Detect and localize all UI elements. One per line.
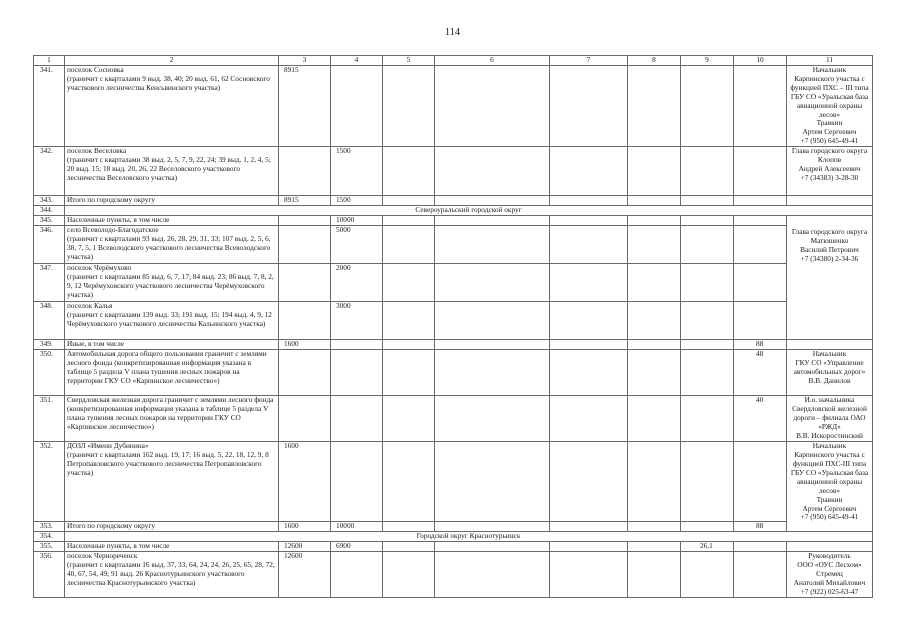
responsible-contact: Глава городского округа Клопов Андрей Алексеевич +7 (34383) 3-28-30 <box>787 147 873 196</box>
row-number: 349. <box>34 340 65 350</box>
col-header: 9 <box>681 56 734 66</box>
col-header: 1 <box>34 56 65 66</box>
table-row <box>34 340 873 350</box>
col-header: 6 <box>435 56 550 66</box>
value-col9: 26,1 <box>681 542 734 552</box>
section-row <box>34 206 873 216</box>
row-number: 350. <box>34 350 65 396</box>
value-col10: 48 <box>734 350 787 396</box>
col-header: 4 <box>331 56 383 66</box>
row-number: 355. <box>34 542 65 552</box>
responsible-contact: Начальник ГКУ СО «Управление автомобильных дорог» В.В. Данилов <box>787 350 873 396</box>
value-col4: 2000 <box>331 264 383 302</box>
row-description: Населенные пункты, в том числе <box>65 542 279 552</box>
fire-plan-table <box>33 55 873 598</box>
value-col3: 12600 <box>279 552 331 598</box>
value-col3: 8915 <box>279 66 331 147</box>
row-description: поселок Веселовка (граничит с кварталами 38 выд. 2, 5, 7, 9, 22, 24; 39 выд. 1, 2, 4, 5; 20 выд. 15; 18 выд. 20, 26, 22 Веселовского участкового лесничества Веселовского участка) <box>65 147 279 196</box>
row-description: село Всеволодо-Благодатское (граничит с кварталами 93 выд. 26, 28, 29, 31, 33; 107 выд. 2, 5, 6, 38, 7, 5, 1 Всеволодского участкового лесничества Всеволодского участка) <box>65 226 279 264</box>
row-description: поселок Сосновка (граничит с кварталами 9 выд. 38, 40; 20 выд. 61, 62 Сосновского участкового лесничества Кенсьвинского участка) <box>65 66 279 147</box>
section-title: Североуральский городской округ <box>65 206 873 216</box>
table-row <box>34 147 873 196</box>
row-description: ДОЗЛ «Имени Дубинина» (граничит с кварталами 162 выд. 19, 17; 16 выд. 5, 22, 18, 12, 9, 8 Петропавловского участкового лесничества Петропавловского участка) <box>65 442 279 522</box>
table-row <box>34 226 873 264</box>
col-header: 2 <box>65 56 279 66</box>
row-number: 342. <box>34 147 65 196</box>
page-number: 114 <box>444 27 461 38</box>
value-col10: 40 <box>734 396 787 442</box>
value-col4: 10000 <box>331 522 383 532</box>
row-number: 352. <box>34 442 65 522</box>
value-col4: 1500 <box>331 147 383 196</box>
col-header: 11 <box>787 56 873 66</box>
table-row <box>34 350 873 396</box>
col-header: 7 <box>550 56 628 66</box>
row-number: 351. <box>34 396 65 442</box>
value-col3: 1600 <box>279 442 331 522</box>
row-description: Иные, в том числе <box>65 340 279 350</box>
table-row <box>34 196 873 206</box>
row-number: 341. <box>34 66 65 147</box>
responsible-contact: Начальник Карпинского участка с функцией ПХС – III типа ГБУ СО «Уральская база авиационной охраны лесов» Травкин Артем Сергеевич +7 (950) 645-49-41 <box>787 66 873 147</box>
table-row <box>34 264 873 302</box>
value-col3: 12600 <box>279 542 331 552</box>
table-row <box>34 522 873 532</box>
row-description: поселок Калья (граничит с кварталами 139 выд. 33; 191 выд. 15; 194 выд. 4, 9, 12 Черёмуховского участкового лесничества Кальинского участка) <box>65 302 279 340</box>
responsible-contact: Руководитель ООО «ОУС Лесхом» Стремец Анатолий Михайлович +7 (922) 025-63-47 <box>787 552 873 598</box>
header-row <box>34 56 873 66</box>
row-description: Автомобильная дорога общего пользования граничит с землями лесного фонда (конкретизированная информация указана в таблице 5 раздела V плана тушения лесных пожаров на территории ГКУ СО «Карпинское лесничество») <box>65 350 279 396</box>
row-description: поселок Чернореченск (граничит с кварталами 16 выд. 37, 33, 64, 24, 24, 26, 25, 65, 28, 72, 40, 67, 54, 49; 91 выд. 26 Краснотурьинского участкового лесничества Краснотурьинского участка) <box>65 552 279 598</box>
responsible-contact: И.о. начальника Свердловской железной дороги – филиала ОАО «РЖД» В.В. Искоростинский <box>787 396 873 442</box>
value-col4: 10000 <box>331 216 383 226</box>
responsible-contact: Глава городского округа Матюшенко Василий Петрович +7 (34380) 2-34-36 <box>787 216 873 340</box>
row-number: 353. <box>34 522 65 532</box>
row-description: Свердловская железная дорога граничит с землями лесного фонда (конкретизированная информация указана в таблице 5 раздела V плана тушения лесных пожаров на территории ГКУ СО «Карпинское лесничество») <box>65 396 279 442</box>
value-col3: 1600 <box>279 340 331 350</box>
value-col3: 8915 <box>279 196 331 206</box>
row-description: Итого по городскому округу <box>65 522 279 532</box>
row-description: поселок Черёмухово (граничит с кварталами 85 выд. 6, 7, 17; 84 выд. 23; 86 выд. 7, 8, 2, 9, 12 Черёмуховского участкового лесничества Черёмуховского участка) <box>65 264 279 302</box>
table-row <box>34 552 873 598</box>
col-header: 3 <box>279 56 331 66</box>
responsible-contact: Начальник Карпинского участка с функцией ПХС-III типа ГБУ СО «Уральская база авиационной охраны лесов» Травкин Артем Сергеевич +7 (950) 645-49-41 <box>787 442 873 532</box>
row-description: Населенные пункты, в том числе <box>65 216 279 226</box>
value-col4: 6900 <box>331 542 383 552</box>
table-row <box>34 442 873 522</box>
row-number: 356. <box>34 552 65 598</box>
table-row <box>34 396 873 442</box>
table-row <box>34 66 873 147</box>
row-number: 344. <box>34 206 65 216</box>
table-row <box>34 542 873 552</box>
value-col10: 88 <box>734 522 787 532</box>
value-col3: 1600 <box>279 522 331 532</box>
value-col4: 1500 <box>331 196 383 206</box>
row-number: 343. <box>34 196 65 206</box>
row-number: 345. <box>34 216 65 226</box>
value-col10: 88 <box>734 340 787 350</box>
row-number: 347. <box>34 264 65 302</box>
section-title: Городской округ Краснотурьинск <box>65 532 873 542</box>
col-header: 10 <box>734 56 787 66</box>
value-col4: 3000 <box>331 302 383 340</box>
row-number: 348. <box>34 302 65 340</box>
col-header: 8 <box>628 56 681 66</box>
row-number: 346. <box>34 226 65 264</box>
row-description: Итого по городскому округу <box>65 196 279 206</box>
section-row <box>34 532 873 542</box>
row-number: 354. <box>34 532 65 542</box>
value-col4: 5000 <box>331 226 383 264</box>
col-header: 5 <box>383 56 435 66</box>
table-row <box>34 216 873 226</box>
table-row <box>34 302 873 340</box>
